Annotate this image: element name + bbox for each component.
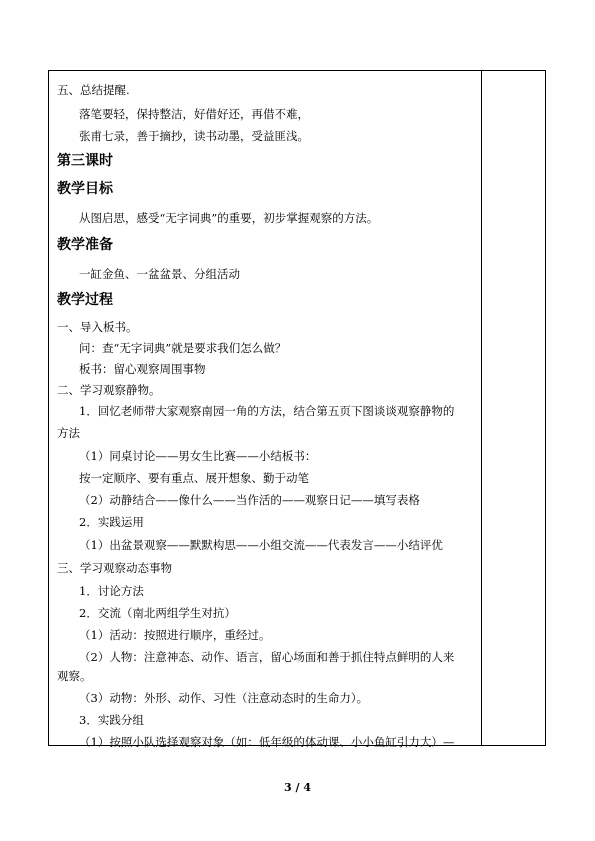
- summary-line-1: 落笔要轻，保持整洁，好借好还，再借不难，: [79, 107, 309, 121]
- process-line: （3）动物：外形、动作、习性（注意动态时的生命力）。: [79, 691, 369, 705]
- process-line: 2．交流（南北两组学生对抗）: [79, 606, 236, 620]
- process-line: （1）按照小队选择观察对象（如：低年级的体动课、小小鱼缸引力大）—: [79, 735, 455, 749]
- process-line: 1．讨论方法: [79, 584, 144, 598]
- lesson-three-heading: 第三课时: [57, 153, 113, 169]
- page-number: 3 / 4: [284, 781, 311, 794]
- teaching-preparation-text: 一缸金鱼、一盆盆景、分组活动: [79, 267, 240, 281]
- process-line: （2）动静结合——像什么——当作活的——观察日记——填写表格: [79, 493, 420, 507]
- teaching-process-heading: 教学过程: [57, 292, 113, 308]
- column-divider: [481, 71, 482, 745]
- section-five-summary: 五、总结提醒.: [57, 83, 130, 97]
- process-line: 观察。: [57, 669, 92, 683]
- process-line: （1）活动：按照进行顺序，重经过。: [79, 628, 271, 642]
- process-line: （2）人物：注意神态、动作、语言，留心场面和善于抓住特点鲜明的人来: [79, 650, 455, 664]
- process-line: （1）出盆景观察——默默构思——小组交流——代表发言——小结评优: [79, 538, 443, 552]
- process-line: 按一定顺序、要有重点、展开想象、勤于动笔: [79, 471, 309, 485]
- teaching-goal-heading: 教学目标: [57, 181, 113, 197]
- process-line: 一、导入板书。: [57, 320, 138, 334]
- process-line: 问：查“无字词典”就是要求我们怎么做？: [79, 341, 287, 355]
- process-line: 三、学习观察动态事物: [57, 561, 172, 575]
- teaching-goal-text: 从图启思，感受“无字词典”的重要，初步掌握观察的方法。: [79, 211, 379, 225]
- process-line: 2．实践运用: [79, 515, 144, 529]
- process-line: 1．回忆老师带大家观察南园一角的方法，结合第五页下图谈谈观察静物的: [79, 404, 455, 418]
- process-line: 板书：留心观察周围事物: [79, 362, 206, 376]
- process-line: （1）同桌讨论——男女生比赛——小结板书：: [79, 449, 317, 463]
- teaching-preparation-heading: 教学准备: [57, 237, 113, 253]
- lesson-plan-table: [48, 70, 546, 749]
- process-line: 3．实践分组: [79, 713, 144, 727]
- process-line: 方法: [57, 426, 80, 440]
- summary-line-2: 张甫七录，善于摘抄，读书动墨，受益匪浅。: [79, 129, 309, 143]
- process-line: 二、学习观察静物。: [57, 383, 161, 397]
